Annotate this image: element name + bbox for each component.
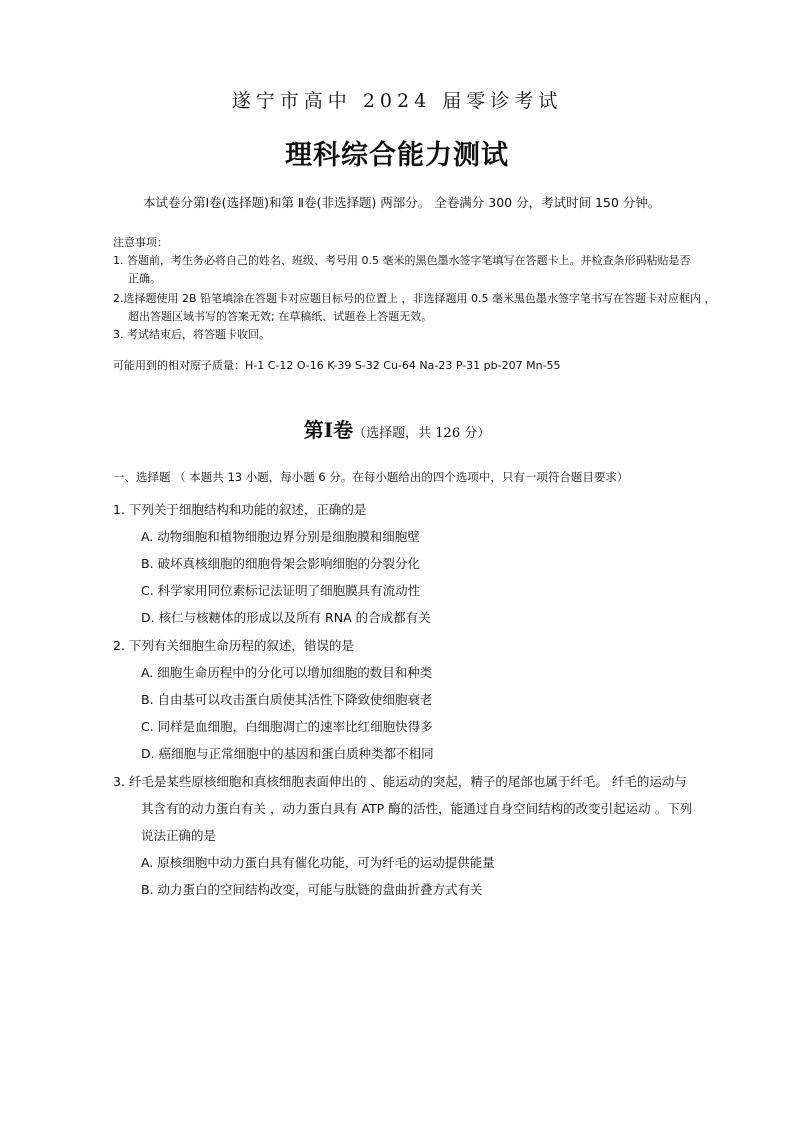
- question-3-stem-line-2: 其含有的动力蛋白有关 ，动力蛋白具有 ATP 酶的活性，能通过自身空间结构的改变引起运动 。下列: [141, 801, 693, 816]
- note-2-line-2: 超出答题区域书写的答案无效; 在草稿纸、试题卷上答题无效。: [128, 310, 433, 323]
- question-1-option-b: B. 破坏真核细胞的细胞骨架会影响细胞的分裂分化: [141, 556, 421, 571]
- exam-intro: 本试卷分第Ⅰ卷(选择题)和第 Ⅱ卷(非选择题) 两部分。 全卷满分 300 分，考试时间 150 分钟。: [143, 195, 661, 210]
- section-subtitle: （选择题，共 126 分）: [353, 426, 491, 441]
- note-1-line-2: 正确。: [128, 272, 161, 285]
- section-heading: [0, 414, 794, 443]
- question-3-option-b: B. 动力蛋白的空间结构改变，可能与肽链的盘曲折叠方式有关: [141, 882, 483, 897]
- paper-title: 理科综合能力测试: [285, 140, 509, 171]
- question-3-option-a: A. 原核细胞中动力蛋白具有催化功能，可为纤毛的运动提供能量: [141, 855, 495, 870]
- question-3-stem-line-3: 说法正确的是: [141, 828, 217, 843]
- exam-title: 遂宁市高中 2024 届零诊考试: [231, 90, 563, 112]
- section-instruction: 一、选择题 （ 本题共 13 小题，每小题 6 分。在每小题给出的四个选项中，只有一项符合题目要求）: [113, 470, 629, 484]
- question-1-option-c: C. 科学家用同位素标记法证明了细胞膜具有流动性: [141, 583, 421, 598]
- question-2-option-a: A. 细胞生命历程中的分化可以增加细胞的数目和种类: [141, 665, 433, 680]
- question-1-option-d: D. 核仁与核糖体的形成以及所有 RNA 的合成都有关: [141, 610, 431, 625]
- note-2-line-1: 2.选择题使用 2B 铅笔填涂在答题卡对应题目标号的位置上 ，非选择题用 0.5 毫米黑色墨水签字笔书写在答题卡对应框内 ，: [113, 292, 716, 305]
- question-3-stem-line-1: 3. 纤毛是某些原核细胞和真核细胞表面伸出的 、能运动的突起，精子的尾部也属于纤毛。 纤毛的运动与: [113, 774, 687, 789]
- section-title: 第Ⅰ卷: [303, 418, 354, 442]
- atomic-masses: 可能用到的相对原子质量：H-1 C-12 O-16 K-39 S-32 Cu-64 Na-23 P-31 pb-207 Mn-55: [113, 359, 561, 372]
- question-2-option-b: B. 自由基可以攻击蛋白质使其活性下降致使细胞衰老: [141, 692, 433, 707]
- question-2-option-c: C. 同样是血细胞，白细胞凋亡的速率比红细胞快得多: [141, 719, 433, 734]
- notes-heading: 注意事项：: [113, 236, 168, 249]
- question-2-stem: 2. 下列有关细胞生命历程的叙述，错误的是: [113, 638, 354, 653]
- note-1-line-1: 1. 答题前，考生务必将自己的姓名、班级、考号用 0.5 毫米的黑色墨水签字笔填写在答题卡上。并检查条形码粘贴是否: [113, 254, 691, 267]
- question-1-option-a: A. 动物细胞和植物细胞边界分别是细胞膜和细胞壁: [141, 529, 420, 544]
- note-3: 3. 考试结束后，将答题卡收回。: [113, 328, 270, 341]
- question-2-option-d: D. 癌细胞与正常细胞中的基因和蛋白质种类都不相同: [141, 746, 434, 761]
- question-1-stem: 1. 下列关于细胞结构和功能的叙述，正确的是: [113, 502, 367, 517]
